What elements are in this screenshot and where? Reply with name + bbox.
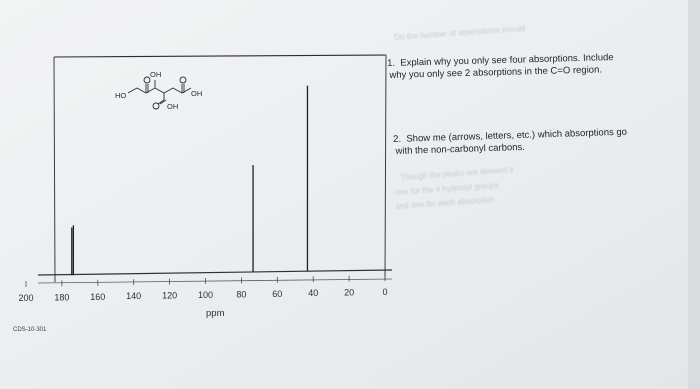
x-tick-label: 80 <box>236 289 247 300</box>
x-tick-label: 20 <box>344 287 355 298</box>
faint-writing-line-1: one for the 4 hydroxyl groups <box>395 180 500 197</box>
question-1-line-2: why you only see 2 absorptions in the C=O region. <box>389 64 603 81</box>
x-tick-label: 60 <box>272 288 283 299</box>
structure-label-ho: HO <box>115 91 127 100</box>
x-tick-label: 0 <box>382 287 388 297</box>
question-2-line-2: with the non-carbonyl carbons. <box>395 141 526 157</box>
question-1-line-1: Explain why you only see four absorptions. Include <box>400 52 614 69</box>
x-axis-label: ppm <box>206 308 225 319</box>
question-1-number: 1. <box>387 57 396 69</box>
structure-label-oh-top: OH <box>150 70 162 79</box>
question-2-number: 2. <box>393 133 402 145</box>
structure-label-oh-right: OH <box>191 89 203 98</box>
faint-writing-middle: Though the peaks are skewed it <box>400 165 514 182</box>
faint-writing-top: Do the number of absorptions should <box>394 23 526 42</box>
x-tick-label: 140 <box>126 291 142 302</box>
x-tick-label: 160 <box>90 291 106 302</box>
x-tick-label: 200 <box>18 293 34 303</box>
question-2-line-1: Show me (arrows, letters, etc.) which absorptions go <box>406 126 628 145</box>
x-tick-label: 180 <box>54 292 70 303</box>
x-tick-label: 40 <box>308 288 319 299</box>
spectrum-code: CDS-10-301 <box>13 327 47 333</box>
x-tick-label: 100 <box>197 290 214 300</box>
faint-writing-line-2: and one for each absorption <box>395 195 496 211</box>
x-tick-label: 120 <box>162 290 178 301</box>
structure-label-oh-bottom: OH <box>167 102 179 111</box>
